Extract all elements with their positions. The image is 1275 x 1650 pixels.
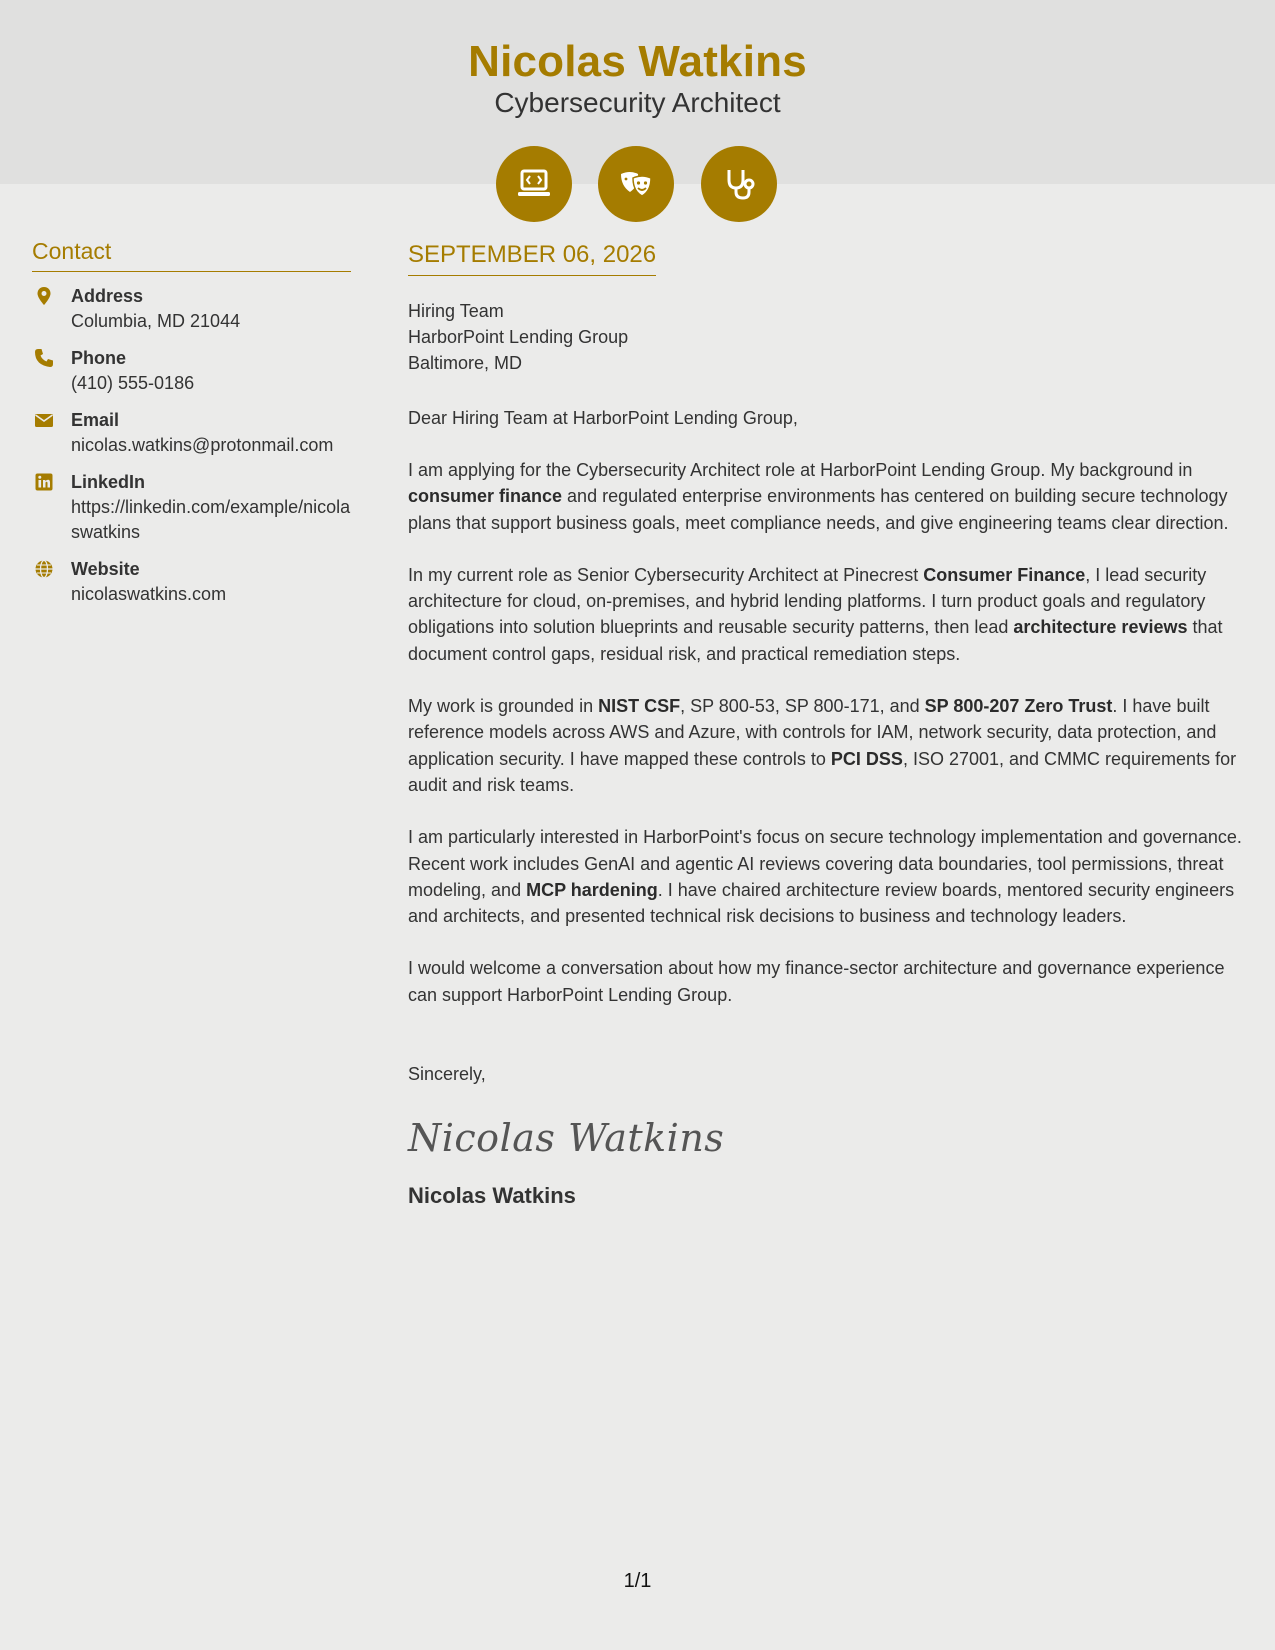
text-run: In my current role as Senior Cybersecurity Architect at Pinecrest: [408, 564, 924, 585]
contact-heading: Contact: [32, 236, 351, 272]
contact-phone: [32, 346, 351, 396]
bold-run: Consumer Finance: [923, 564, 1086, 585]
bold-run: consumer finance: [408, 486, 563, 507]
candidate-role: Cybersecurity Architect: [494, 87, 781, 118]
bold-run: SP 800-207 Zero Trust: [924, 696, 1113, 717]
signature: Nicolas Watkins: [408, 1116, 725, 1161]
paragraph: [408, 955, 1248, 1008]
stethoscope-icon: [701, 146, 777, 222]
linkedin-icon: [34, 472, 54, 492]
address-value: Columbia, MD 21044: [71, 311, 241, 331]
text-run: I am particularly interested in HarborPoint's focus on secure technology implementation and governance. Recent work includes GenAI and agentic AI reviews covering data boundaries, tool permissions, threat modeling, and: [408, 827, 1242, 900]
email-value[interactable]: nicolas.watkins@protonmail.com: [71, 435, 334, 455]
greeting: Dear Hiring Team at HarborPoint Lending Group,: [408, 408, 798, 428]
candidate-name: Nicolas Watkins: [468, 37, 807, 86]
bold-run: PCI DSS: [830, 748, 903, 769]
phone-label: Phone: [71, 348, 127, 368]
text-run: . I have built reference models across AWS and Azure, with controls for IAM, network security, data protection, and application security. I have mapped these controls to: [408, 696, 1217, 769]
envelope-icon: [34, 410, 54, 430]
date-block: [408, 240, 656, 276]
paragraph: [408, 562, 1248, 667]
bold-run: NIST CSF: [598, 696, 681, 717]
phone-value[interactable]: (410) 555-0186: [71, 373, 195, 393]
text-run: My work is grounded in: [408, 696, 599, 717]
linkedin-label: LinkedIn: [71, 472, 146, 492]
contact-address: [32, 284, 351, 334]
masks-theater-icon: [598, 146, 674, 222]
contact-email: [32, 408, 351, 458]
contact-website: [32, 557, 351, 607]
recipient-block: [408, 298, 1248, 376]
recipient-line: Hiring Team: [408, 301, 504, 321]
text-run: that document control gaps, residual risk, and practical remediation steps.: [408, 617, 1223, 664]
text-run: I would welcome a conversation about how my finance-sector architecture and governance experience can support HarborPoint Lending Group.: [408, 958, 1225, 1005]
paragraph: [408, 693, 1248, 798]
header-band: [0, 0, 1275, 184]
map-pin-icon: [34, 286, 54, 306]
recipient-line: Baltimore, MD: [408, 353, 523, 373]
bold-run: MCP hardening: [526, 879, 658, 900]
letter-body: [408, 240, 1248, 1210]
text-run: I am applying for the Cybersecurity Architect role at HarborPoint Lending Group. My background in: [408, 460, 1193, 480]
text-run: , I lead security architecture for cloud, on-premises, and hybrid lending platforms. I turn product goals and regulatory obligations into solution blueprints and reusable security patterns, then lead: [408, 564, 1207, 638]
phone-icon: [34, 348, 54, 368]
text-run: , ISO 27001, and CMMC requirements for audit and risk teams.: [408, 748, 1237, 795]
closing: Sincerely,: [408, 1064, 486, 1085]
recipient-line: HarborPoint Lending Group: [408, 327, 629, 347]
address-label: Address: [71, 286, 144, 306]
signed-name: Nicolas Watkins: [408, 1183, 576, 1209]
contact-sidebar: [32, 236, 351, 607]
paragraph: [408, 824, 1248, 929]
globe-icon: [34, 559, 54, 579]
text-run: and regulated enterprise environments has centered on building secure technology plans that support business goals, meet compliance needs, and give engineering teams clear direction.: [408, 486, 1229, 533]
contact-linkedin: [32, 470, 351, 545]
page-number: 1/1: [623, 1570, 652, 1592]
website-label: Website: [71, 559, 140, 579]
linkedin-value[interactable]: https://linkedin.com/example/nicolaswatkins: [71, 497, 351, 542]
paragraph: [408, 457, 1248, 536]
text-run: , SP 800-53, SP 800-171, and: [680, 696, 925, 717]
laptop-code-icon: [496, 146, 572, 222]
email-label: Email: [71, 410, 120, 430]
letter-date: SEPTEMBER 06, 2026: [408, 241, 657, 268]
website-value[interactable]: nicolaswatkins.com: [71, 584, 227, 604]
bold-run: architecture reviews: [1013, 617, 1188, 638]
text-run: . I have chaired architecture review boards, mentored security engineers and architects, and presented technical risk decisions to business and technology leaders.: [408, 879, 1235, 927]
